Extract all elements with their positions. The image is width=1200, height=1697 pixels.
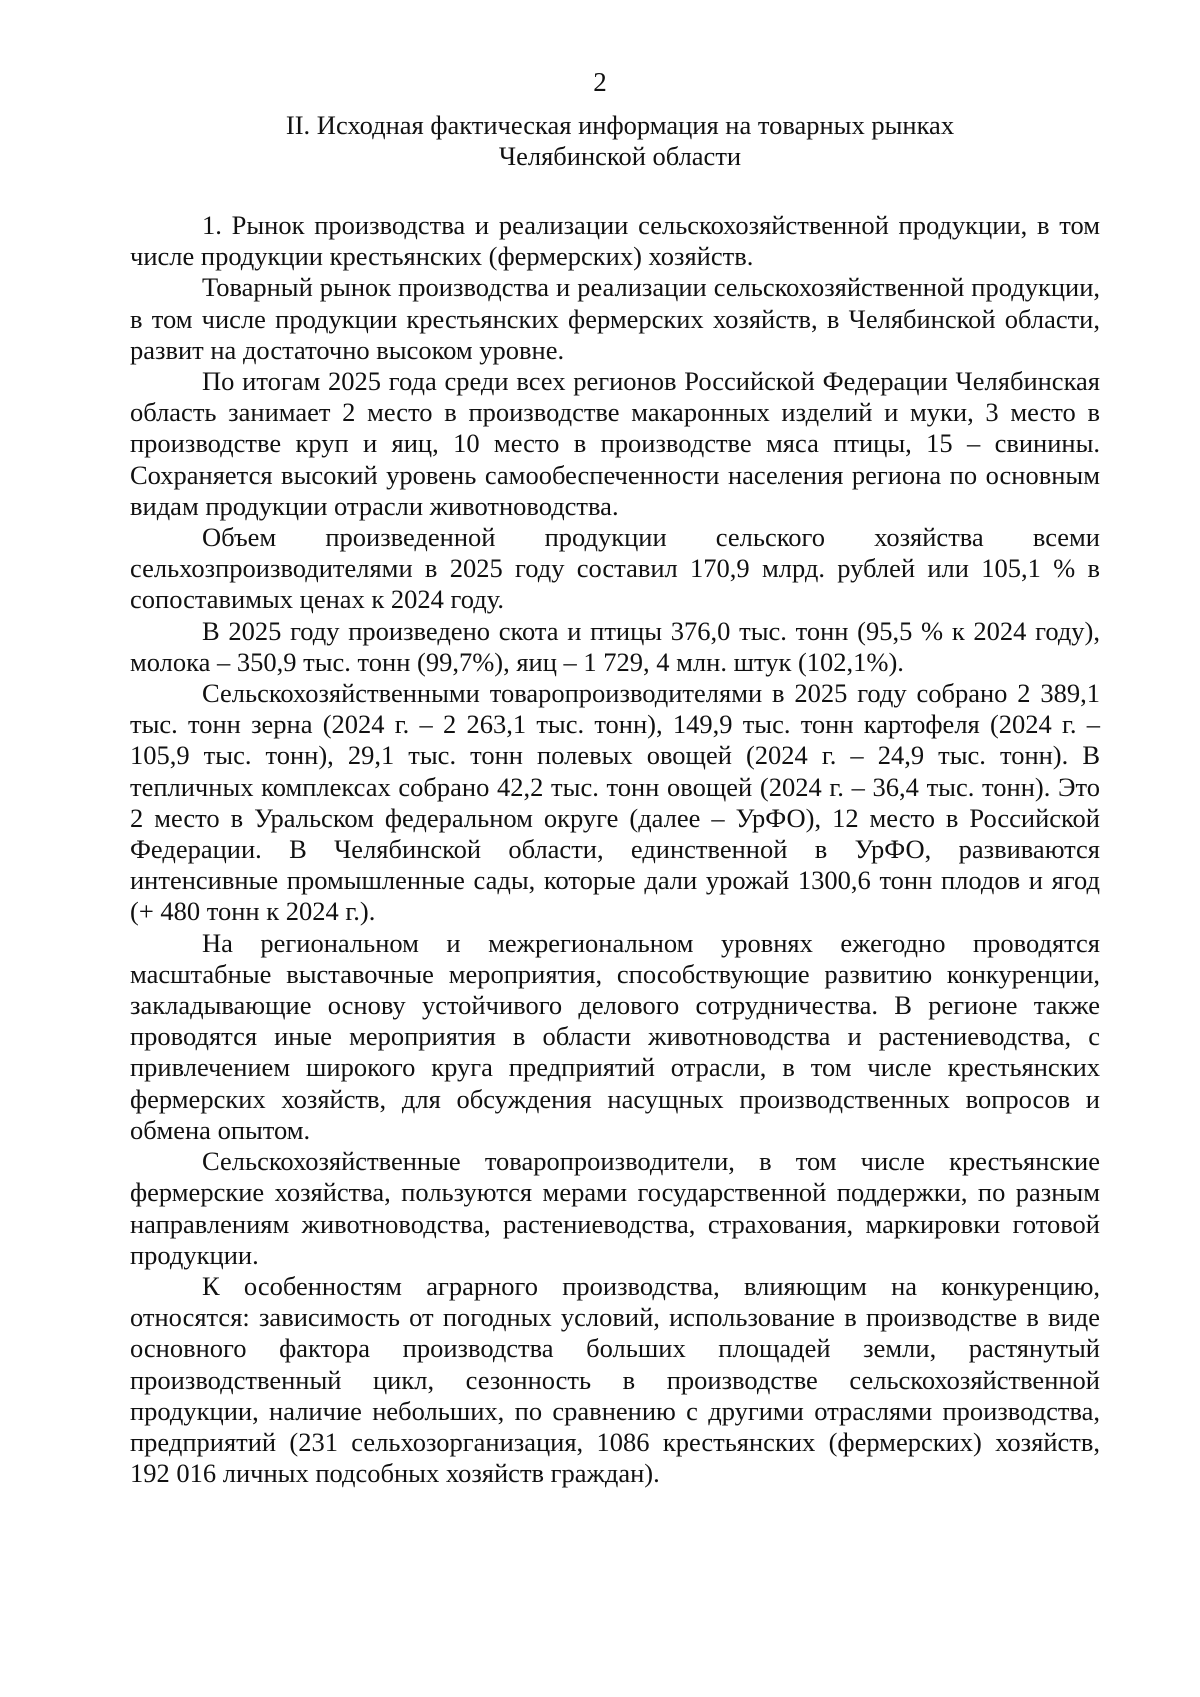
paragraph-livestock-output: В 2025 году произведено скота и птицы 376,0 тыс. тонн (95,5 % к 2024 году), молока – 350,9 тыс. тонн (99,7%), яиц – 1 729, 4 млн. штук (102,1%). <box>130 615 1100 677</box>
paragraph-market-title: 1. Рынок производства и реализации сельскохозяйственной продукции, в том числе продукции крестьянских (фермерских) хозяйств. <box>130 210 1100 272</box>
paragraph-crop-harvest: Сельскохозяйственными товаропроизводителями в 2025 году собрано 2 389,1 тыс. тонн зерна (2024 г. – 2 263,1 тыс. тонн), 149,9 тыс. тонн картофеля (2024 г. – 105,9 тыс. тонн), 29,1 тыс. тонн полевых овощей (2024 г. – 24,9 тыс. тонн). В тепличных комплексах собрано 42,2 тыс. тонн овощей (2024 г. – 36,4 тыс. тонн). Это 2 место в Уральском федеральном округе (далее – УрФО), 12 место в Российской Федерации. В Челябинской области, единственной в УрФО, развиваются интенсивные промышленные сады, которые дали урожай 1300,6 тонн плодов и ягод (+ 480 тонн к 2024 г.). <box>130 678 1100 927</box>
section-heading <box>130 110 1110 172</box>
page-number: 2 <box>593 67 607 97</box>
paragraph-state-support: Сельскохозяйственные товаропроизводители, в том числе крестьянские фермерские хозяйства, пользуются мерами государственной поддержки, по разным направлениям животноводства, растениеводства, страхования, маркировки готовой продукции. <box>130 1146 1100 1270</box>
section-heading-line-1: II. Исходная фактическая информация на товарных рынках <box>285 110 955 140</box>
paragraph-market-level: Товарный рынок производства и реализации сельскохозяйственной продукции, в том числе продукции крестьянских фермерских хозяйств, в Челябинской области, развит на достаточно высоком уровне. <box>130 272 1100 365</box>
paragraph-region-ranking: По итогам 2025 года среди всех регионов Российской Федерации Челябинская область занимает 2 место в производстве макаронных изделий и муки, 3 место в производстве круп и яиц, 10 место в производстве мяса птицы, 15 – свинины. Сохраняется высокий уровень самообеспеченности населения региона по основным видам продукции отрасли животноводства. <box>130 366 1100 521</box>
document-body <box>130 210 1100 1489</box>
paragraph-production-features: К особенностям аграрного производства, влияющим на конкуренцию, относятся: зависимость от погодных условий, использование в производстве в виде основного фактора производства больших площадей земли, растянутый производственный цикл, сезонность в производстве сельскохозяйственной продукции, наличие небольших, по сравнению с другими отраслями производства, предприятий (231 сельхозорганизация, 1086 крестьянских (фермерских) хозяйств, 192 016 личных подсобных хозяйств граждан). <box>130 1270 1100 1489</box>
paragraph-exhibitions: На региональном и межрегиональном уровнях ежегодно проводятся масштабные выставочные мероприятия, способствующие развитию конкуренции, закладывающие основу устойчивого делового сотрудничества. В регионе также проводятся иные мероприятия в области животноводства и растениеводства, с привлечением широкого круга предприятий отрасли, в том числе крестьянских фермерских хозяйств, для обсуждения насущных производственных вопросов и обмена опытом. <box>130 927 1100 1145</box>
section-heading-line-2: Челябинской области <box>498 141 742 171</box>
paragraph-production-volume: Объем произведенной продукции сельского хозяйства всеми сельхозпроизводителями в 2025 году составил 170,9 млрд. рублей или 105,1 % в сопоставимых ценах к 2024 году. <box>130 522 1100 615</box>
